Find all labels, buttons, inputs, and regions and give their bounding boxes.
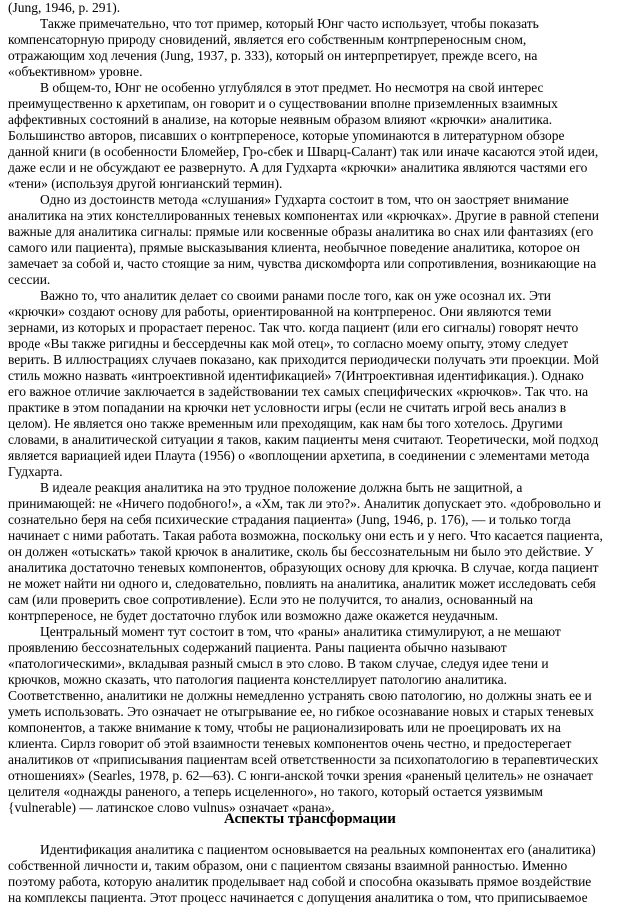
text-line: словами, в аналитической ситуации я таков, каким пациенты меня считают. Теоретически, мой подход (8, 432, 599, 447)
text-line: зернами, из которых и прорастает перенос. Так что. когда пациент (или его сигналы) говорят нечто (8, 320, 579, 335)
text-line: {vulnerable) — латинское слово vulnus» означает «рана». (8, 800, 335, 815)
text-line: сознательно беря на себя психические страдания пациента» (Jung, 1946, p. 176), — и только тогда (8, 512, 571, 527)
text-line: принимающей: не «Ничего подобного!», а «Хм, так ли это?». Аналитик допускает это. «добровольно и (8, 496, 601, 511)
text-line: «крючки» создают основу для работы, ориентированной на контрперенос. Они являются теми (8, 304, 552, 319)
text-line: замечает за собой и, часто стоящие за ним, чувства дискомфорта или сопротивления, возникающие на (8, 256, 597, 271)
text-line: на комплексы пациента. Этот процесс начинается с допущения аналитика о том, что приписываемое (8, 890, 588, 905)
text-line: Центральный момент тут состоит в том, что «раны» аналитика стимулируют, а не мешают (40, 624, 561, 639)
text-line: собственной личности и, таким образом, они с пациентом связаны взаимной ранностью. Именно (8, 858, 568, 873)
text-line: аналитика достаточно теневых компонентов, образующих основу для крючка. В случае, когда пациент (8, 560, 599, 575)
text-line: сессии. (8, 272, 51, 287)
text-line: «объективном» уровне. (8, 64, 143, 79)
text-line: целом). Не является оно также временным или преходящим, как нам бы того хотелось. Другими (8, 416, 563, 431)
text-line: вроде «Вы также ригидны и бессердечны как мой отец», то согласно моему опыту, этому следует (8, 336, 569, 351)
text-line: аналитиков от «приписывания пациентам всей ответственности за психопатологию в терапевтических (8, 752, 599, 767)
text-line: аналитика на этих констеллированных теневых компонентах или «крючках». Другие в равной степени (8, 208, 599, 223)
text-line: компенсаторную природу сновидений, является его собственным контрпереносным сном, (8, 32, 527, 47)
text-line: отражающим ход лечения (Jung, 1937, p. 333), который он интерпретирует, прежде всего, на (8, 48, 538, 63)
text-line: самого или пациента), прямые высказывания клиента, необычное поведение аналитика, которое он (8, 240, 581, 255)
text-line: он должен «отыскать» такой крючок в аналитике, сколь бы бессознательным ни было это действие. У (8, 544, 594, 559)
text-line: стиль можно назвать «интроективной идентификацией» 7(Интроективная идентификация.). Однако (8, 368, 584, 383)
text-line: Гудхарта. (8, 464, 63, 479)
text-line: практике в этом попадании на крючки нет условности игры (если не считать игрой весь анализ в (8, 400, 567, 415)
text-line: «тени» (используя другой юнгианский термин). (8, 176, 283, 191)
text-line: Одно из достоинств метода «слушания» Гудхарта состоит в том, что он заостряет внимание (40, 192, 569, 207)
text-line: данной книги (в особенности Бломейер, Гро-сбек и Шварц-Салант) так или иначе касаются этой идеи, (8, 144, 599, 159)
text-line: целителя «однажды раненого, а теперь исцеленного», но такого, который остается уязвимым (8, 784, 543, 799)
text-line: его важное отличие заключается в задействовании тех самых специфических «крючков». Так что. на (8, 384, 589, 399)
text-line: Также примечательно, что тот пример, который Юнг часто использует, чтобы показать (40, 16, 539, 31)
text-line: даже если и не обсуждают ее развернуто. А для Гудхарта «крючки» аналитика являются частями его (8, 160, 588, 175)
text-line: В общем-то, Юнг не особенно углублялся в этот предмет. Но несмотря на свой интерес (40, 80, 544, 95)
text-line: верить. В иллюстрациях случаев показано, как приходится периодически получать эти проекции. Мой (8, 352, 599, 367)
text-line: «патологическими», вкладывая разный смысл в это слово. В таком случае, следуя идее тени и (8, 656, 549, 671)
text-line: контрпереносе, не будет достаточно глубок или возможно даже окажется неудачным. (8, 608, 499, 623)
text-line: начинает с ними работать. Такая работа возможна, поскольку они есть и у него. Что касается пациента, (8, 528, 603, 543)
text-line: отношениях» (Searles, 1978, p. 62—63). С юнги-анской точки зрения «раненый целитель» не означает (8, 768, 593, 783)
text-line: Большинство авторов, писавших о контрпереносе, которые упоминаются в литературном обзоре (8, 128, 565, 143)
text-line: уметь использовать. Это означает не отыгрывание ее, но гибкое осознавание новых и старых теневых (8, 704, 594, 719)
text-line: сам (или проверить свое сопротивление). Если это не получится, то анализ, основанный на (8, 592, 534, 607)
text-line: аффективных состояний в анализе, на которые неявным образом влияют «крючки» аналитика. (8, 112, 553, 127)
text-line: является вариацией идеи Плаута (1956) о «воплощении архетипа, в соединении с элементами метода (8, 448, 590, 463)
section-heading: Аспекты трансформации (224, 811, 396, 827)
text-line: не может найти ни одного и, следовательно, повлиять на аналитика, аналитик может исследовать себя (8, 576, 596, 591)
text-line: Идентификация аналитика с пациентом основывается на реальных компонентах его (аналитика) (40, 842, 596, 857)
text-line: проявлению бессознательных содержаний пациента. Раны пациента обычно называют (8, 640, 507, 655)
text-line: компонентов, а также внимание к тому, чтобы не рационализировать или не проецировать их на (8, 720, 561, 735)
text-line: В идеале реакция аналитика на это трудное положение должна быть не защитной, а (40, 480, 523, 495)
text-line: преимущественно к архетипам, он говорит и о существовании вполне приземленных взаимных (8, 96, 558, 111)
text-line: клиента. Сирлз говорит об этой взаимности теневых компонентов очень честно, и предостерегает (8, 736, 572, 751)
text-line: важные для аналитика сигналы: прямые или косвенные образы аналитика во снах или фантазиях (его (8, 224, 594, 239)
text-line: Соответственно, аналитики не должны немедленно устранять свою патологию, но должны знать ее и (8, 688, 592, 703)
text-line: поэтому работа, которую аналитик проделывает над собой и способна оказывать прямое воздействие (8, 874, 592, 889)
text-line: Важно то, что аналитик делает со своими ранами после того, как он уже осознал их. Эти (40, 288, 552, 303)
text-line: крючков, можно сказать, что патология пациента констеллирует патологию аналитика. (8, 672, 507, 687)
text-line: (Jung, 1946, p. 291). (8, 0, 121, 15)
